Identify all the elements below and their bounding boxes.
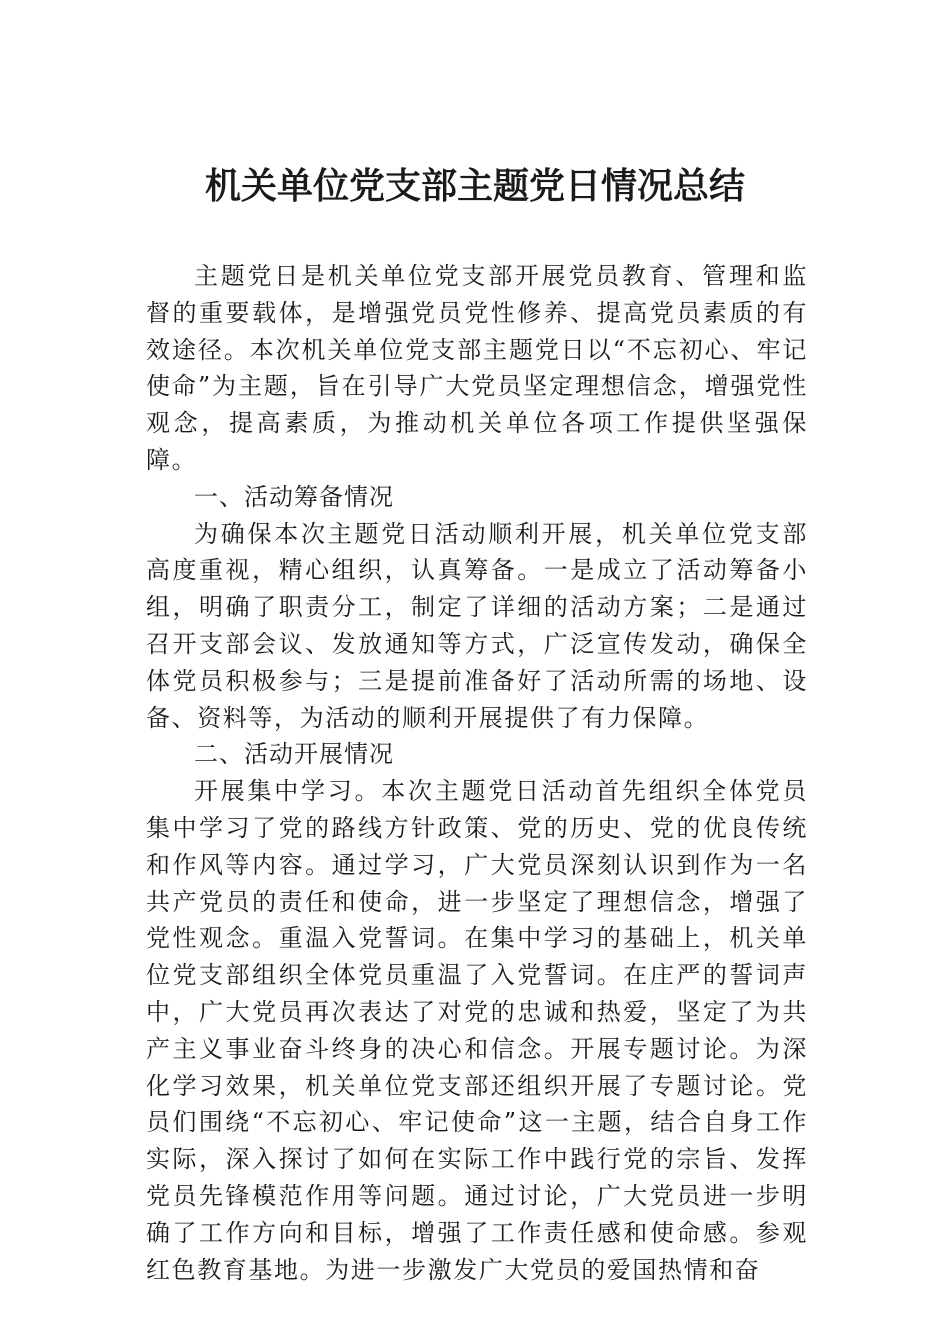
section-heading-activities: 二、活动开展情况 bbox=[194, 740, 394, 769]
document-body bbox=[146, 258, 808, 1288]
intro-paragraph: 主题党日是机关单位党支部开展党员教育、管理和监督的重要载体，是增强党员党性修养、提高党员素质的有效途径。本次机关单位党支部主题党日以“不忘初心、牢记使命”为主题，旨在引导广大党员坚定理想信念，增强党性观念，提高素质，为推动机关单位各项工作提供坚强保障。 bbox=[146, 262, 808, 474]
section-heading-preparation: 一、活动筹备情况 bbox=[194, 482, 394, 511]
preparation-paragraph: 为确保本次主题党日活动顺利开展，机关单位党支部高度重视，精心组织，认真筹备。一是成立了活动筹备小组，明确了职责分工，制定了详细的活动方案；二是通过召开支部会议、发放通知等方式，广泛宣传发动，确保全体党员积极参与；三是提前准备好了活动所需的场地、设备、资料等，为活动的顺利开展提供了有力保障。 bbox=[146, 519, 808, 732]
activities-paragraph: 开展集中学习。本次主题党日活动首先组织全体党员集中学习了党的路线方针政策、党的历史、党的优良传统和作风等内容。通过学习，广大党员深刻认识到作为一名共产党员的责任和使命，进一步坚定了理想信念，增强了党性观念。重温入党誓词。在集中学习的基础上，机关单位党支部组织全体党员重温了入党誓词。在庄严的誓词声中，广大党员再次表达了对党的忠诚和热爱，坚定了为共产主义事业奋斗终身的决心和信念。开展专题讨论。为深化学习效果，机关单位党支部还组织开展了专题讨论。党员们围绕“不忘初心、牢记使命”这一主题，结合自身工作实际，深入探讨了如何在实际工作中践行党的宗旨、发挥党员先锋模范作用等问题。通过讨论，广大党员进一步明确了工作方向和目标，增强了工作责任感和使命感。参观红色教育基地。为进一步激发广大党员的爱国热情和奋 bbox=[146, 777, 808, 1284]
document-title: 机关单位党支部主题党日情况总结 bbox=[204, 165, 745, 207]
